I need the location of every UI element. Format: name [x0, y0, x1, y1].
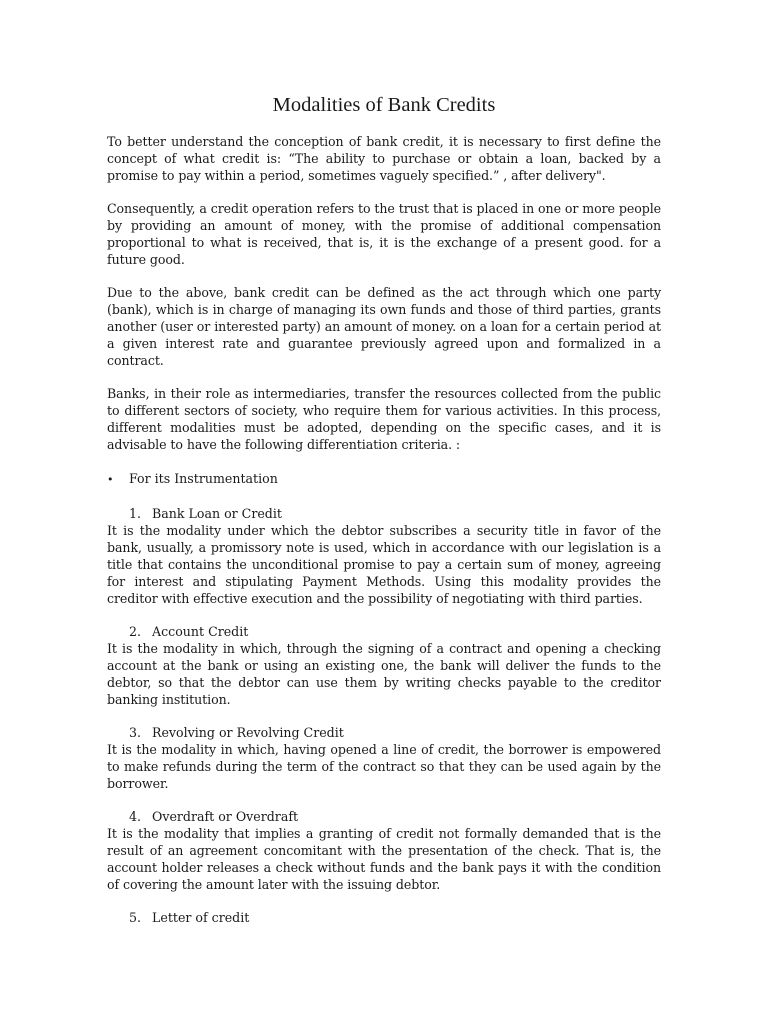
list-item-title: Letter of credit: [152, 910, 250, 925]
list-item-title: Account Credit: [152, 624, 249, 639]
list-item-body: It is the modality in which, having opened a line of credit, the borrower is empowered to make refunds during the term of the contract so that they can be used again by the borrower.: [107, 742, 661, 791]
list-item-number: 5.: [129, 910, 142, 925]
paragraph-credit-definition: To better understand the conception of bank credit, it is necessary to first define the concept of what credit is: “The ability to purchase or obtain a loan, backed by a promise to pay within a period, sometimes vaguely specified.” , after delivery".: [107, 134, 661, 183]
paragraph-credit-operation: Consequently, a credit operation refers to the trust that is placed in one or more people by providing an amount of money, with the promise of additional compensation proportional to what is received, that is, it is the exchange of a present good. for a future good.: [107, 201, 662, 267]
bullet-instrumentation: [107, 470, 661, 488]
list-item-number: 2.: [129, 624, 142, 639]
bullet-icon: •: [107, 473, 114, 486]
document-title: Modalities of Bank Credits: [272, 94, 496, 116]
list-item-title: Revolving or Revolving Credit: [152, 725, 344, 740]
list-item: [107, 505, 661, 607]
list-item-heading: [107, 505, 661, 522]
paragraph-banks-intermediaries: Banks, in their role as intermediaries, transfer the resources collected from the public to different sectors of society, who require them for various activities. In this process, different modalities must be adopted, depending on the specific cases, and it is advisable to have the following differentiation criteria. :: [107, 386, 661, 452]
list-item-number: 4.: [129, 809, 142, 824]
bullet-label: For its Instrumentation: [129, 471, 278, 486]
list-item-body: It is the modality that implies a granting of credit not formally demanded that is the result of an agreement concomitant with the presentation of the check. That is, the account holder releases a check without funds and the bank pays it with the condition of covering the amount later with the issuing debtor.: [107, 826, 661, 892]
paragraph-bank-credit-definition: Due to the above, bank credit can be defined as the act through which one party (bank), which is in charge of managing its own funds and those of third parties, grants another (user or interested party) an amount of money. on a loan for a certain period at a given interest rate and guarantee previously agreed upon and formalized in a contract.: [107, 285, 661, 368]
list-item-title: Bank Loan or Credit: [152, 506, 282, 521]
list-item-body: It is the modality in which, through the signing of a contract and opening a checking account at the bank or using an existing one, the bank will deliver the funds to the debtor, so that the debtor can use them by writing checks payable to the creditor banking institution.: [107, 641, 661, 707]
list-item-number: 1.: [129, 506, 142, 521]
list-item: [107, 623, 661, 708]
list-item: [107, 724, 661, 792]
list-item-number: 3.: [129, 725, 142, 740]
list-item-heading: [107, 909, 661, 926]
list-item-heading: [107, 623, 661, 640]
document-content: [107, 92, 661, 926]
list-item: [107, 808, 661, 893]
list-item: [107, 909, 661, 926]
list-item-title: Overdraft or Overdraft: [152, 809, 299, 824]
list-item-heading: [107, 808, 661, 825]
list-item-body: It is the modality under which the debtor subscribes a security title in favor of the bank, usually, a promissory note is used, which in accordance with our legislation is a title that contains the unconditional promise to pay a certain sum of money, agreeing for interest and stipulating Payment Methods. Using this modality provides the creditor with effective execution and the possibility of negotiating with third parties.: [107, 523, 661, 606]
list-item-heading: [107, 724, 661, 741]
